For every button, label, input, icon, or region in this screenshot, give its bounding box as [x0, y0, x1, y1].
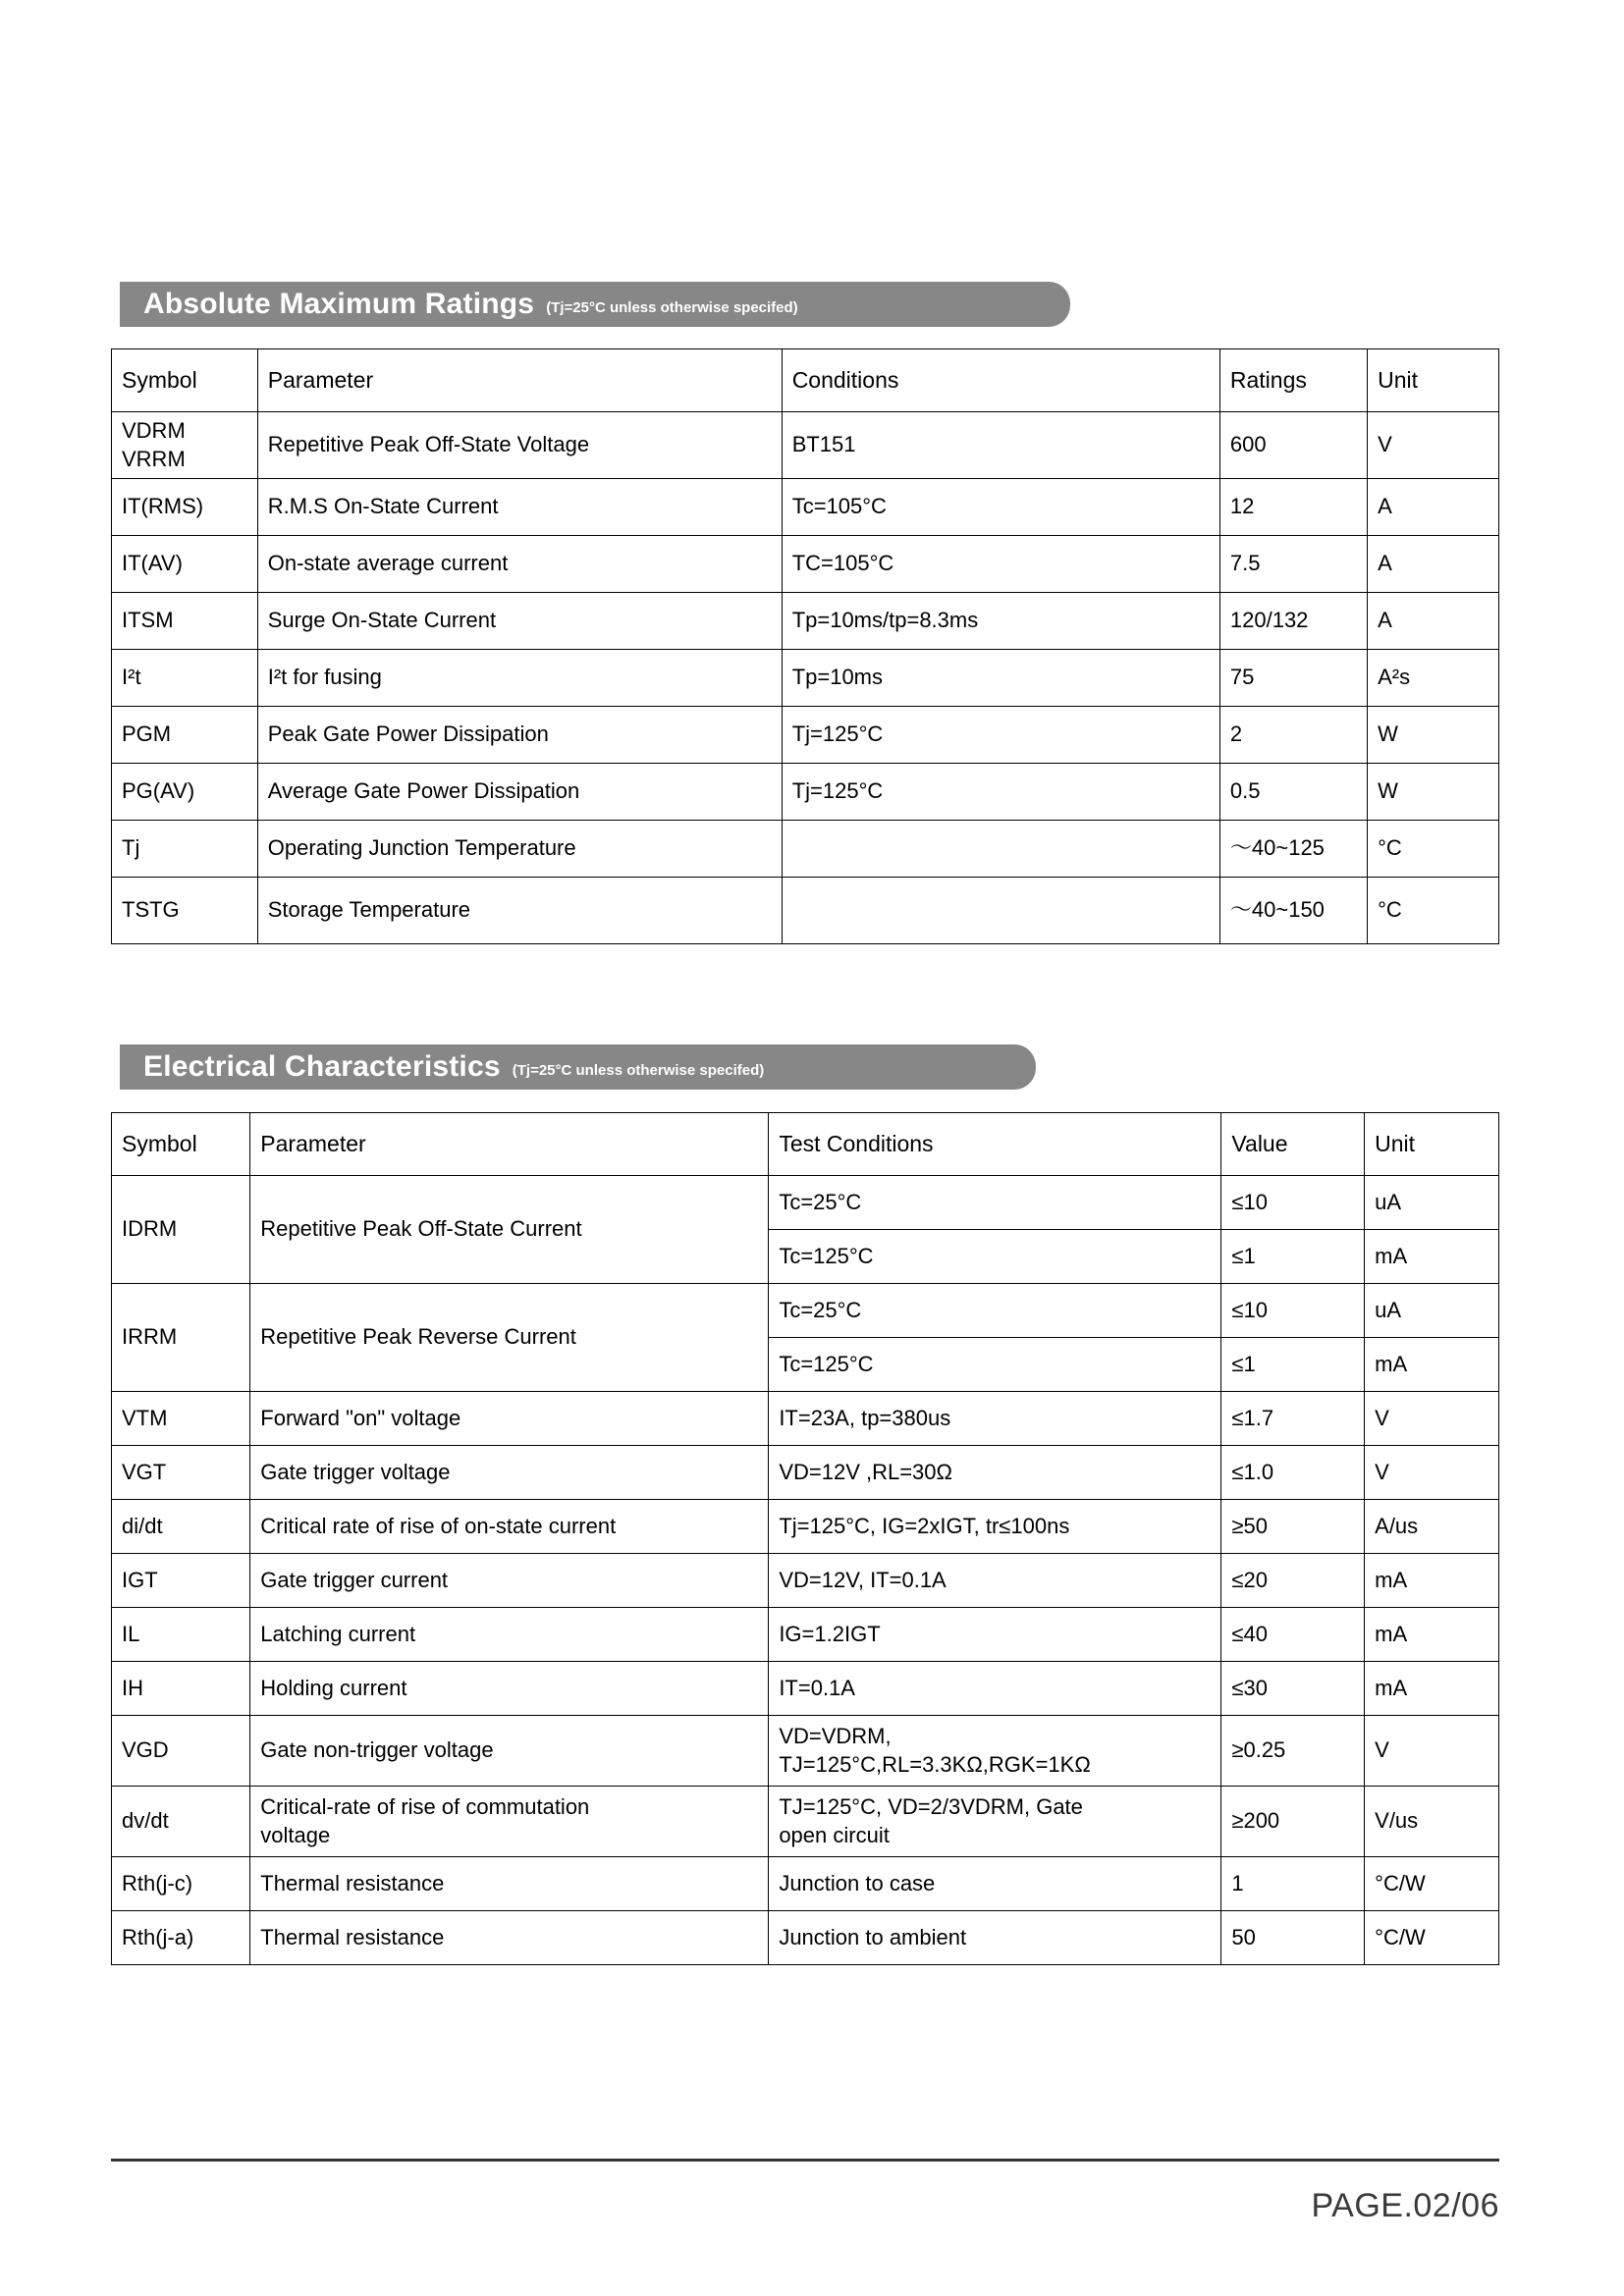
column-header-parameter: Parameter	[250, 1113, 769, 1176]
cell-value: ≥0.25	[1221, 1716, 1365, 1787]
cell-symbol: di/dt	[112, 1500, 250, 1554]
cell-unit: mA	[1365, 1554, 1499, 1608]
cell-value: 1	[1221, 1857, 1365, 1911]
cell-unit: uA	[1365, 1284, 1499, 1338]
cell-test-conditions: Junction to case	[769, 1857, 1221, 1911]
column-header-symbol: Symbol	[112, 1113, 250, 1176]
cell-test-conditions: Tc=125°C	[769, 1230, 1221, 1284]
cell-symbol: IGT	[112, 1554, 250, 1608]
cell-ratings: 7.5	[1219, 536, 1367, 593]
table-row	[112, 1284, 1499, 1338]
cell-parameter: Gate non-trigger voltage	[250, 1716, 769, 1787]
cell-test-conditions: IT=23A, tp=380us	[769, 1392, 1221, 1446]
cell-value: ≤30	[1221, 1662, 1365, 1716]
cell-unit: V	[1365, 1446, 1499, 1500]
table-row	[112, 821, 1499, 878]
cell-parameter: On-state average current	[257, 536, 782, 593]
cell-symbol: IRRM	[112, 1284, 250, 1392]
cell-symbol: Tj	[112, 821, 258, 878]
table-row	[112, 1662, 1499, 1716]
table-row	[112, 1608, 1499, 1662]
cell-parameter: Surge On-State Current	[257, 593, 782, 650]
table-row	[112, 1716, 1499, 1787]
cell-symbol: IT(RMS)	[112, 479, 258, 536]
cell-unit: V	[1368, 412, 1499, 479]
column-header-test-conditions: Test Conditions	[769, 1113, 1221, 1176]
table-row	[112, 479, 1499, 536]
section-header-electrical-characteristics	[120, 1044, 1036, 1090]
cell-parameter: I²t for fusing	[257, 650, 782, 707]
table-row	[112, 707, 1499, 764]
cell-ratings: 0.5	[1219, 764, 1367, 821]
cell-value: ≤1	[1221, 1230, 1365, 1284]
cell-test-conditions	[769, 1716, 1221, 1787]
cell-test-conditions: Tc=125°C	[769, 1338, 1221, 1392]
cell-symbol: VGD	[112, 1716, 250, 1787]
cell-symbol: dv/dt	[112, 1787, 250, 1857]
cell-unit: A²s	[1368, 650, 1499, 707]
cell-value: ≥50	[1221, 1500, 1365, 1554]
cell-symbol: I²t	[112, 650, 258, 707]
cell-conditions	[782, 878, 1219, 944]
cell-value: ≤1.0	[1221, 1446, 1365, 1500]
cell-symbol: IDRM	[112, 1176, 250, 1284]
cell-parameter: Gate trigger current	[250, 1554, 769, 1608]
test-conditions-line-2: TJ=125°C,RL=3.3KΩ,RGK=1KΩ	[779, 1751, 1091, 1777]
column-header-unit: Unit	[1368, 349, 1499, 412]
cell-unit: °C	[1368, 878, 1499, 944]
cell-unit: A	[1368, 479, 1499, 536]
parameter-line-1: Critical-rate of rise of commutation	[260, 1793, 590, 1819]
section-header-absolute-maximum-ratings	[120, 282, 1070, 327]
table-row	[112, 1857, 1499, 1911]
footer-page-number: PAGE.02/06	[1311, 2187, 1499, 2224]
cell-symbol: VTM	[112, 1392, 250, 1446]
cell-unit: V	[1365, 1392, 1499, 1446]
cell-conditions: Tj=125°C	[782, 764, 1219, 821]
cell-conditions: Tc=105°C	[782, 479, 1219, 536]
cell-unit: W	[1368, 707, 1499, 764]
cell-parameter: R.M.S On-State Current	[257, 479, 782, 536]
cell-parameter: Repetitive Peak Off-State Current	[250, 1176, 769, 1284]
cell-value: ≤20	[1221, 1554, 1365, 1608]
cell-unit: mA	[1365, 1230, 1499, 1284]
table-row	[112, 1911, 1499, 1965]
table-row	[112, 878, 1499, 944]
cell-symbol: PGM	[112, 707, 258, 764]
test-conditions-line-2: open circuit	[779, 1822, 890, 1847]
cell-parameter	[250, 1787, 769, 1857]
cell-unit: °C/W	[1365, 1911, 1499, 1965]
cell-symbol: PG(AV)	[112, 764, 258, 821]
table-row	[112, 764, 1499, 821]
cell-parameter: Holding current	[250, 1662, 769, 1716]
cell-test-conditions	[769, 1787, 1221, 1857]
test-conditions-line-1: VD=VDRM,	[779, 1723, 892, 1748]
cell-test-conditions: VD=12V, IT=0.1A	[769, 1554, 1221, 1608]
cell-symbol: IH	[112, 1662, 250, 1716]
cell-conditions: Tp=10ms/tp=8.3ms	[782, 593, 1219, 650]
cell-unit: A	[1368, 593, 1499, 650]
cell-unit: V	[1365, 1716, 1499, 1787]
cell-value: 50	[1221, 1911, 1365, 1965]
cell-test-conditions: Tc=25°C	[769, 1176, 1221, 1230]
cell-symbol	[112, 412, 258, 479]
cell-parameter: Gate trigger voltage	[250, 1446, 769, 1500]
cell-test-conditions: Tj=125°C, IG=2xIGT, tr≤100ns	[769, 1500, 1221, 1554]
section-title: Electrical Characteristics	[143, 1050, 501, 1083]
symbol-line-1: VDRM	[122, 417, 186, 443]
cell-test-conditions: VD=12V ,RL=30Ω	[769, 1446, 1221, 1500]
absolute-maximum-ratings-table	[111, 348, 1499, 944]
cell-conditions: Tp=10ms	[782, 650, 1219, 707]
test-conditions-line-1: TJ=125°C, VD=2/3VDRM, Gate	[779, 1793, 1083, 1819]
cell-value: ≤10	[1221, 1284, 1365, 1338]
cell-symbol: IL	[112, 1608, 250, 1662]
cell-parameter: Thermal resistance	[250, 1857, 769, 1911]
cell-unit: °C/W	[1365, 1857, 1499, 1911]
cell-parameter: Average Gate Power Dissipation	[257, 764, 782, 821]
cell-unit: °C	[1368, 821, 1499, 878]
cell-value: ≥200	[1221, 1787, 1365, 1857]
section-note: (Tj=25°C unless otherwise specifed)	[546, 298, 798, 316]
table-header-row	[112, 1113, 1499, 1176]
cell-conditions: Tj=125°C	[782, 707, 1219, 764]
cell-symbol: Rth(j-c)	[112, 1857, 250, 1911]
table-row	[112, 1554, 1499, 1608]
table-row	[112, 412, 1499, 479]
table-row	[112, 650, 1499, 707]
cell-ratings: 75	[1219, 650, 1367, 707]
cell-unit: A	[1368, 536, 1499, 593]
parameter-line-2: voltage	[260, 1822, 331, 1847]
cell-value: ≤1	[1221, 1338, 1365, 1392]
cell-ratings: 600	[1219, 412, 1367, 479]
cell-ratings: 120/132	[1219, 593, 1367, 650]
table-row	[112, 1392, 1499, 1446]
cell-ratings: 12	[1219, 479, 1367, 536]
cell-ratings: ～40~150	[1219, 878, 1367, 944]
cell-test-conditions: Tc=25°C	[769, 1284, 1221, 1338]
cell-parameter: Forward "on" voltage	[250, 1392, 769, 1446]
table-row	[112, 1176, 1499, 1230]
section-note: (Tj=25°C unless otherwise specifed)	[512, 1061, 765, 1079]
column-header-ratings: Ratings	[1219, 349, 1367, 412]
electrical-characteristics-table	[111, 1112, 1499, 1965]
cell-parameter: Thermal resistance	[250, 1911, 769, 1965]
cell-unit: W	[1368, 764, 1499, 821]
cell-value: ≤1.7	[1221, 1392, 1365, 1446]
cell-symbol: Rth(j-a)	[112, 1911, 250, 1965]
cell-test-conditions: IT=0.1A	[769, 1662, 1221, 1716]
cell-parameter: Critical rate of rise of on-state current	[250, 1500, 769, 1554]
column-header-symbol: Symbol	[112, 349, 258, 412]
cell-parameter: Storage Temperature	[257, 878, 782, 944]
column-header-parameter: Parameter	[257, 349, 782, 412]
cell-unit: A/us	[1365, 1500, 1499, 1554]
column-header-value: Value	[1221, 1113, 1365, 1176]
cell-conditions: TC=105°C	[782, 536, 1219, 593]
column-header-unit: Unit	[1365, 1113, 1499, 1176]
cell-parameter: Operating Junction Temperature	[257, 821, 782, 878]
footer-divider	[111, 2159, 1499, 2162]
cell-unit: mA	[1365, 1662, 1499, 1716]
cell-parameter: Peak Gate Power Dissipation	[257, 707, 782, 764]
cell-parameter: Repetitive Peak Reverse Current	[250, 1284, 769, 1392]
cell-ratings: ～40~125	[1219, 821, 1367, 878]
table-row	[112, 1787, 1499, 1857]
cell-symbol: VGT	[112, 1446, 250, 1500]
cell-symbol: ITSM	[112, 593, 258, 650]
symbol-line-2: VRRM	[122, 446, 186, 471]
cell-test-conditions: IG=1.2IGT	[769, 1608, 1221, 1662]
cell-parameter: Repetitive Peak Off-State Voltage	[257, 412, 782, 479]
cell-ratings: 2	[1219, 707, 1367, 764]
table-row	[112, 1500, 1499, 1554]
cell-unit: V/us	[1365, 1787, 1499, 1857]
cell-unit: mA	[1365, 1608, 1499, 1662]
cell-symbol: IT(AV)	[112, 536, 258, 593]
section-title: Absolute Maximum Ratings	[143, 288, 535, 320]
table-header-row	[112, 349, 1499, 412]
cell-parameter: Latching current	[250, 1608, 769, 1662]
cell-value: ≤10	[1221, 1176, 1365, 1230]
cell-conditions: BT151	[782, 412, 1219, 479]
cell-symbol: TSTG	[112, 878, 258, 944]
table-row	[112, 593, 1499, 650]
cell-value: ≤40	[1221, 1608, 1365, 1662]
table-row	[112, 1446, 1499, 1500]
table-row	[112, 536, 1499, 593]
cell-unit: mA	[1365, 1338, 1499, 1392]
cell-test-conditions: Junction to ambient	[769, 1911, 1221, 1965]
cell-unit: uA	[1365, 1176, 1499, 1230]
cell-conditions	[782, 821, 1219, 878]
column-header-conditions: Conditions	[782, 349, 1219, 412]
